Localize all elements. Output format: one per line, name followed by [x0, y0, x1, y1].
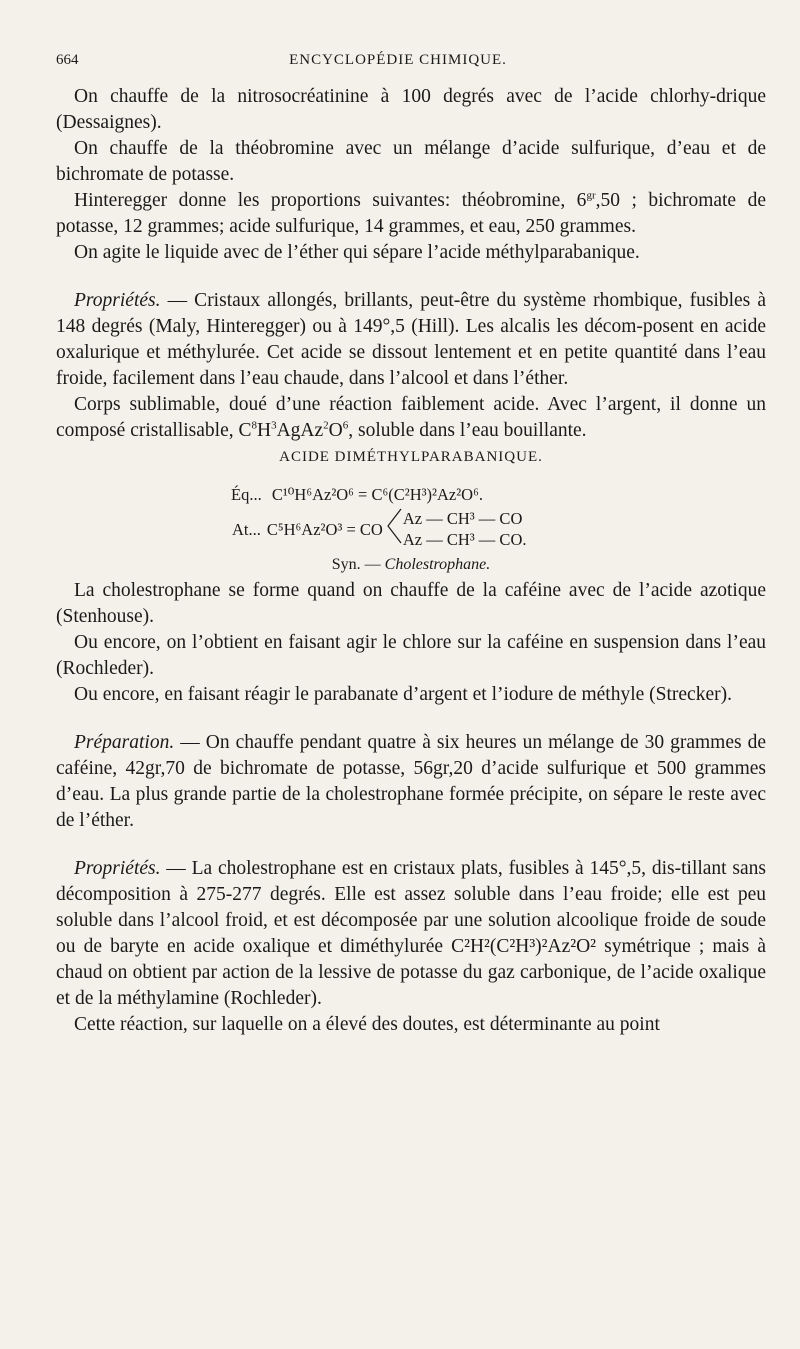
running-title: ENCYCLOPÉDIE CHIMIQUE.: [289, 52, 507, 68]
formula-block: [56, 484, 766, 552]
paragraph: Hinteregger donne les proportions suivantes: théobromine, $6^{gr},50$ ; bichromate de potasse, 12 grammes; acide sulfurique, 14 grammes, et eau, 250 grammes.: [56, 189, 766, 237]
section-paragraph: Propriétés. — Cristaux allongés, brillants, peut-être du système rhombique, fusibles à 148 degrés (Maly, Hinteregger) ou à 149°,5 (Hill). Les alcalis les décom-posent en acide oxalurique et méthylurée. Cet acide se dissout lentement et en petite quantité dans l’eau froide, facilement dans l’eau chaude, dans l’alcool et dans l’éther.: [56, 290, 766, 389]
compound-title: ACIDE DIMÉTHYLPARABANIQUE.: [279, 449, 543, 465]
synonym-line: Syn. — Cholestrophane.: [331, 556, 491, 573]
eq-label: Éq...: [231, 485, 262, 504]
at-branch-top: Az — CH³ — CO: [402, 509, 523, 528]
paragraph: Corps sublimable, doué d’une réaction faiblement acide. Avec l’argent, il donne un composé cristallisable, $C^8H^3AgAz^2O^6$, soluble dans l’eau bouillante.: [56, 394, 766, 441]
at-formula: C⁵H⁶Az²O³ = CO: [266, 519, 383, 539]
section-heading: Préparation.: [74, 732, 175, 753]
paragraph: La cholestrophane se forme quand on chauffe de la caféine avec de l’acide azotique (Stenhouse).: [56, 580, 766, 627]
eq-formula: C¹⁰H⁶Az²O⁶ = C⁶(C²H³)²Az²O⁶.: [271, 485, 483, 504]
paragraph: Ou encore, en faisant réagir le parabanate d’argent et l’iodure de méthyle (Strecker).: [74, 684, 732, 705]
paragraph: On chauffe de la nitrosocréatinine à 100 degrés avec de l’acide chlorhy-drique (Dessaignes).: [56, 86, 766, 133]
paragraph: Ou encore, on l’obtient en faisant agir le chlore sur la caféine en suspension dans l’eau (Rochleder).: [56, 632, 766, 679]
section-paragraph: Propriétés. — La cholestrophane est en cristaux plats, fusibles à 145°,5, dis-tillant sans décomposition à 275-277 degrés. Elle est assez soluble dans l’eau froide; elle est peu soluble dans l’alcool froid, et est décomposée par une solution alcoolique froide de soude ou de baryte en acide oxalique et diméthylurée C²H²(C²H³)²Az²O² symétrique ; mais à chaud on obtient par action de la lessive de potasse du gaz carbonique, de l’acide oxalique et de la méthylamine (Rochleder).: [56, 858, 766, 1009]
bracket: [385, 506, 403, 552]
at-branch-bottom: Az — CH³ — CO.: [402, 530, 527, 549]
page-number: 664: [56, 52, 79, 68]
section-heading: Propriétés.: [74, 290, 161, 311]
paragraph: On agite le liquide avec de l’éther qui sépare l’acide méthylparabanique.: [74, 242, 640, 263]
section-paragraph: Préparation. — On chauffe pendant quatre à six heures un mélange de 30 grammes de caféine, 42gr,70 de bichromate de potasse, 56gr,20 d’acide sulfurique et 500 grammes d’eau. La plus grande partie de la cholestrophane formée précipite, on sépare le reste avec de l’éther.: [56, 732, 766, 831]
page-header: [56, 52, 740, 76]
at-label: At...: [232, 519, 261, 539]
body-text: [56, 84, 766, 1038]
paragraph: On chauffe de la théobromine avec un mélange d’acide sulfurique, d’eau et de bichromate de potasse.: [56, 138, 766, 185]
section-heading: Propriétés.: [74, 858, 161, 879]
paragraph: Cette réaction, sur laquelle on a élevé des doutes, est déterminante au point: [74, 1014, 660, 1035]
